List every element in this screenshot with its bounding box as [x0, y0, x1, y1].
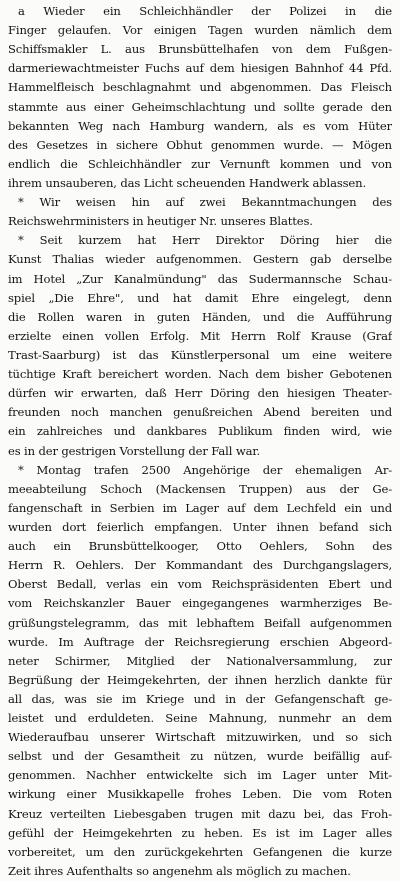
text-line-7: bekannten Weg nach Hamburg wandern, als es vom Hüter [8, 118, 392, 133]
text-line-16: spiel „Die Ehre", und hat damit Ehre eingelegt, denn [8, 290, 392, 305]
text-line-13: * Seit kurzem hat Herr Direktor Döring hier die [18, 233, 392, 248]
text-line-29: auch ein Brunsbüttelkooger, Otto Oehlers, Sohn des [8, 539, 392, 554]
text-line-14: Kunst Thalias wieder aufgenommen. Gestern gab derselbe [8, 252, 392, 267]
text-line-37: all das, was sie im Kriege und in der Gefangenschaft ge- [8, 691, 392, 706]
text-line-2: Finger gelaufen. Vor einigen Tagen wurden nämlich dem [8, 23, 392, 38]
text-line-43: Kreuz verteilten Liebesgaben trugen mit dazu bei, das Froh- [8, 806, 392, 821]
text-line-25: * Montag trafen 2500 Angehörige der ehemaligen Ar- [18, 462, 392, 477]
text-line-41: genommen. Nachher entwickelte sich im Lager unter Mit- [8, 768, 392, 783]
text-line-34: wurde. Im Auftrage der Reichsregierung erschien Abgeord- [8, 634, 392, 649]
text-line-3: Schiffsmakler L. aus Brunsbüttelhafen von dem Fußgen- [8, 42, 392, 57]
text-line-35: neter Schirmer, Mitglied der Nationalversammlung, zur [8, 653, 392, 668]
text-line-6: stammte aus einer Geheimschlachtung und sollte gerade den [8, 99, 392, 114]
text-line-30: Herrn R. Oehlers. Der Kommandant des Durchgangslagers, [8, 558, 392, 573]
text-line-9: endlich die Schleichhändler zur Vernunft kommen und von [8, 156, 392, 171]
text-line-1: a Wieder ein Schleichhändler der Polizei in die [18, 4, 392, 18]
text-line-40: selbst und der Gesamtheit zu nützen, wurde beifällig auf- [8, 749, 392, 764]
text-line-8: des Gesetzes in sichere Obhut genommen wurde. — Mögen [8, 137, 392, 152]
text-line-31: Oberst Bedall, verlas ein vom Reichspräsidenten Ebert und [8, 577, 392, 592]
text-line-11: * Wir weisen hin auf zwei Bekanntmachungen des [18, 195, 392, 210]
text-line-5: Hammelfleisch beschlagnahmt und abgenommen. Das Fleisch [8, 80, 392, 95]
text-line-39: Wiederaufbau unserer Wirtschaft mitzuwirken, und so sich [8, 730, 392, 745]
text-line-18: erzielte einen vollen Erfolg. Mit Herrn Rolf Krause (Graf [8, 328, 392, 343]
text-line-17: die Rollen waren in guten Händen, und die Aufführung [8, 309, 392, 324]
text-line-42: wirkung einer Musikkapelle frohes Leben. Die vom Roten [8, 787, 392, 802]
text-line-44: gefühl der Heimgekehrten zu heben. Es ist im Lager alles [8, 825, 392, 840]
text-line-21: dürfen wir erwarten, daß Herr Döring den hiesigen Theater- [8, 386, 392, 401]
text-line-15: im Hotel „Zur Kanalmündung" das Sudermannsche Schau- [8, 271, 392, 286]
text-line-20: tüchtige Kraft bereichert worden. Nach dem bisher Gebotenen [8, 367, 392, 382]
text-line-38: leistet und erduldeten. Seine Mahnung, nunmehr an dem [8, 711, 392, 726]
text-line-19: Trast-Saarburg) ist das Künstlerpersonal um eine weitere [8, 347, 392, 362]
text-line-28: wurden dort feierlich empfangen. Unter ihnen befand sich [8, 519, 392, 534]
text-line-45: vorbereitet, um den zurückgekehrten Gefangenen die kurze [8, 844, 392, 859]
text-line-4: darmeriewachtmeister Fuchs auf dem hiesigen Bahnhof 44 Pfd. [8, 61, 392, 76]
text-line-12: Reichswehrministers in heutiger Nr. unseres Blattes. [8, 214, 313, 229]
text-line-26: meeabteilung Schoch (Mackensen Truppen) aus der Ge- [8, 481, 392, 496]
text-line-36: Begrüßung der Heimgekehrten, der ihnen herzlich dankte für [8, 672, 392, 687]
text-line-23: ein zahlreiches und dankbares Publikum finden wird, wie [8, 424, 392, 439]
text-line-46: Zeit ihres Aufenthalts so angenehm als möglich zu machen. [8, 863, 351, 878]
text-line-33: grüßungstelegramm, das mit lebhaftem Beifall aufgenommen [8, 615, 392, 630]
text-line-10: ihrem unsauberen, das Licht scheuenden Handwerk ablassen. [8, 175, 366, 190]
text-line-32: vom Reichskanzler Bauer eingegangenes warmherziges Be- [8, 596, 392, 611]
text-line-27: fangenschaft in Serbien im Lager auf dem Lechfeld ein und [8, 500, 392, 515]
text-line-22: freunden noch manchen genußreichen Abend bereiten und [8, 405, 392, 420]
text-line-24: es in der gestrigen Vorstellung der Fall war. [8, 443, 261, 458]
